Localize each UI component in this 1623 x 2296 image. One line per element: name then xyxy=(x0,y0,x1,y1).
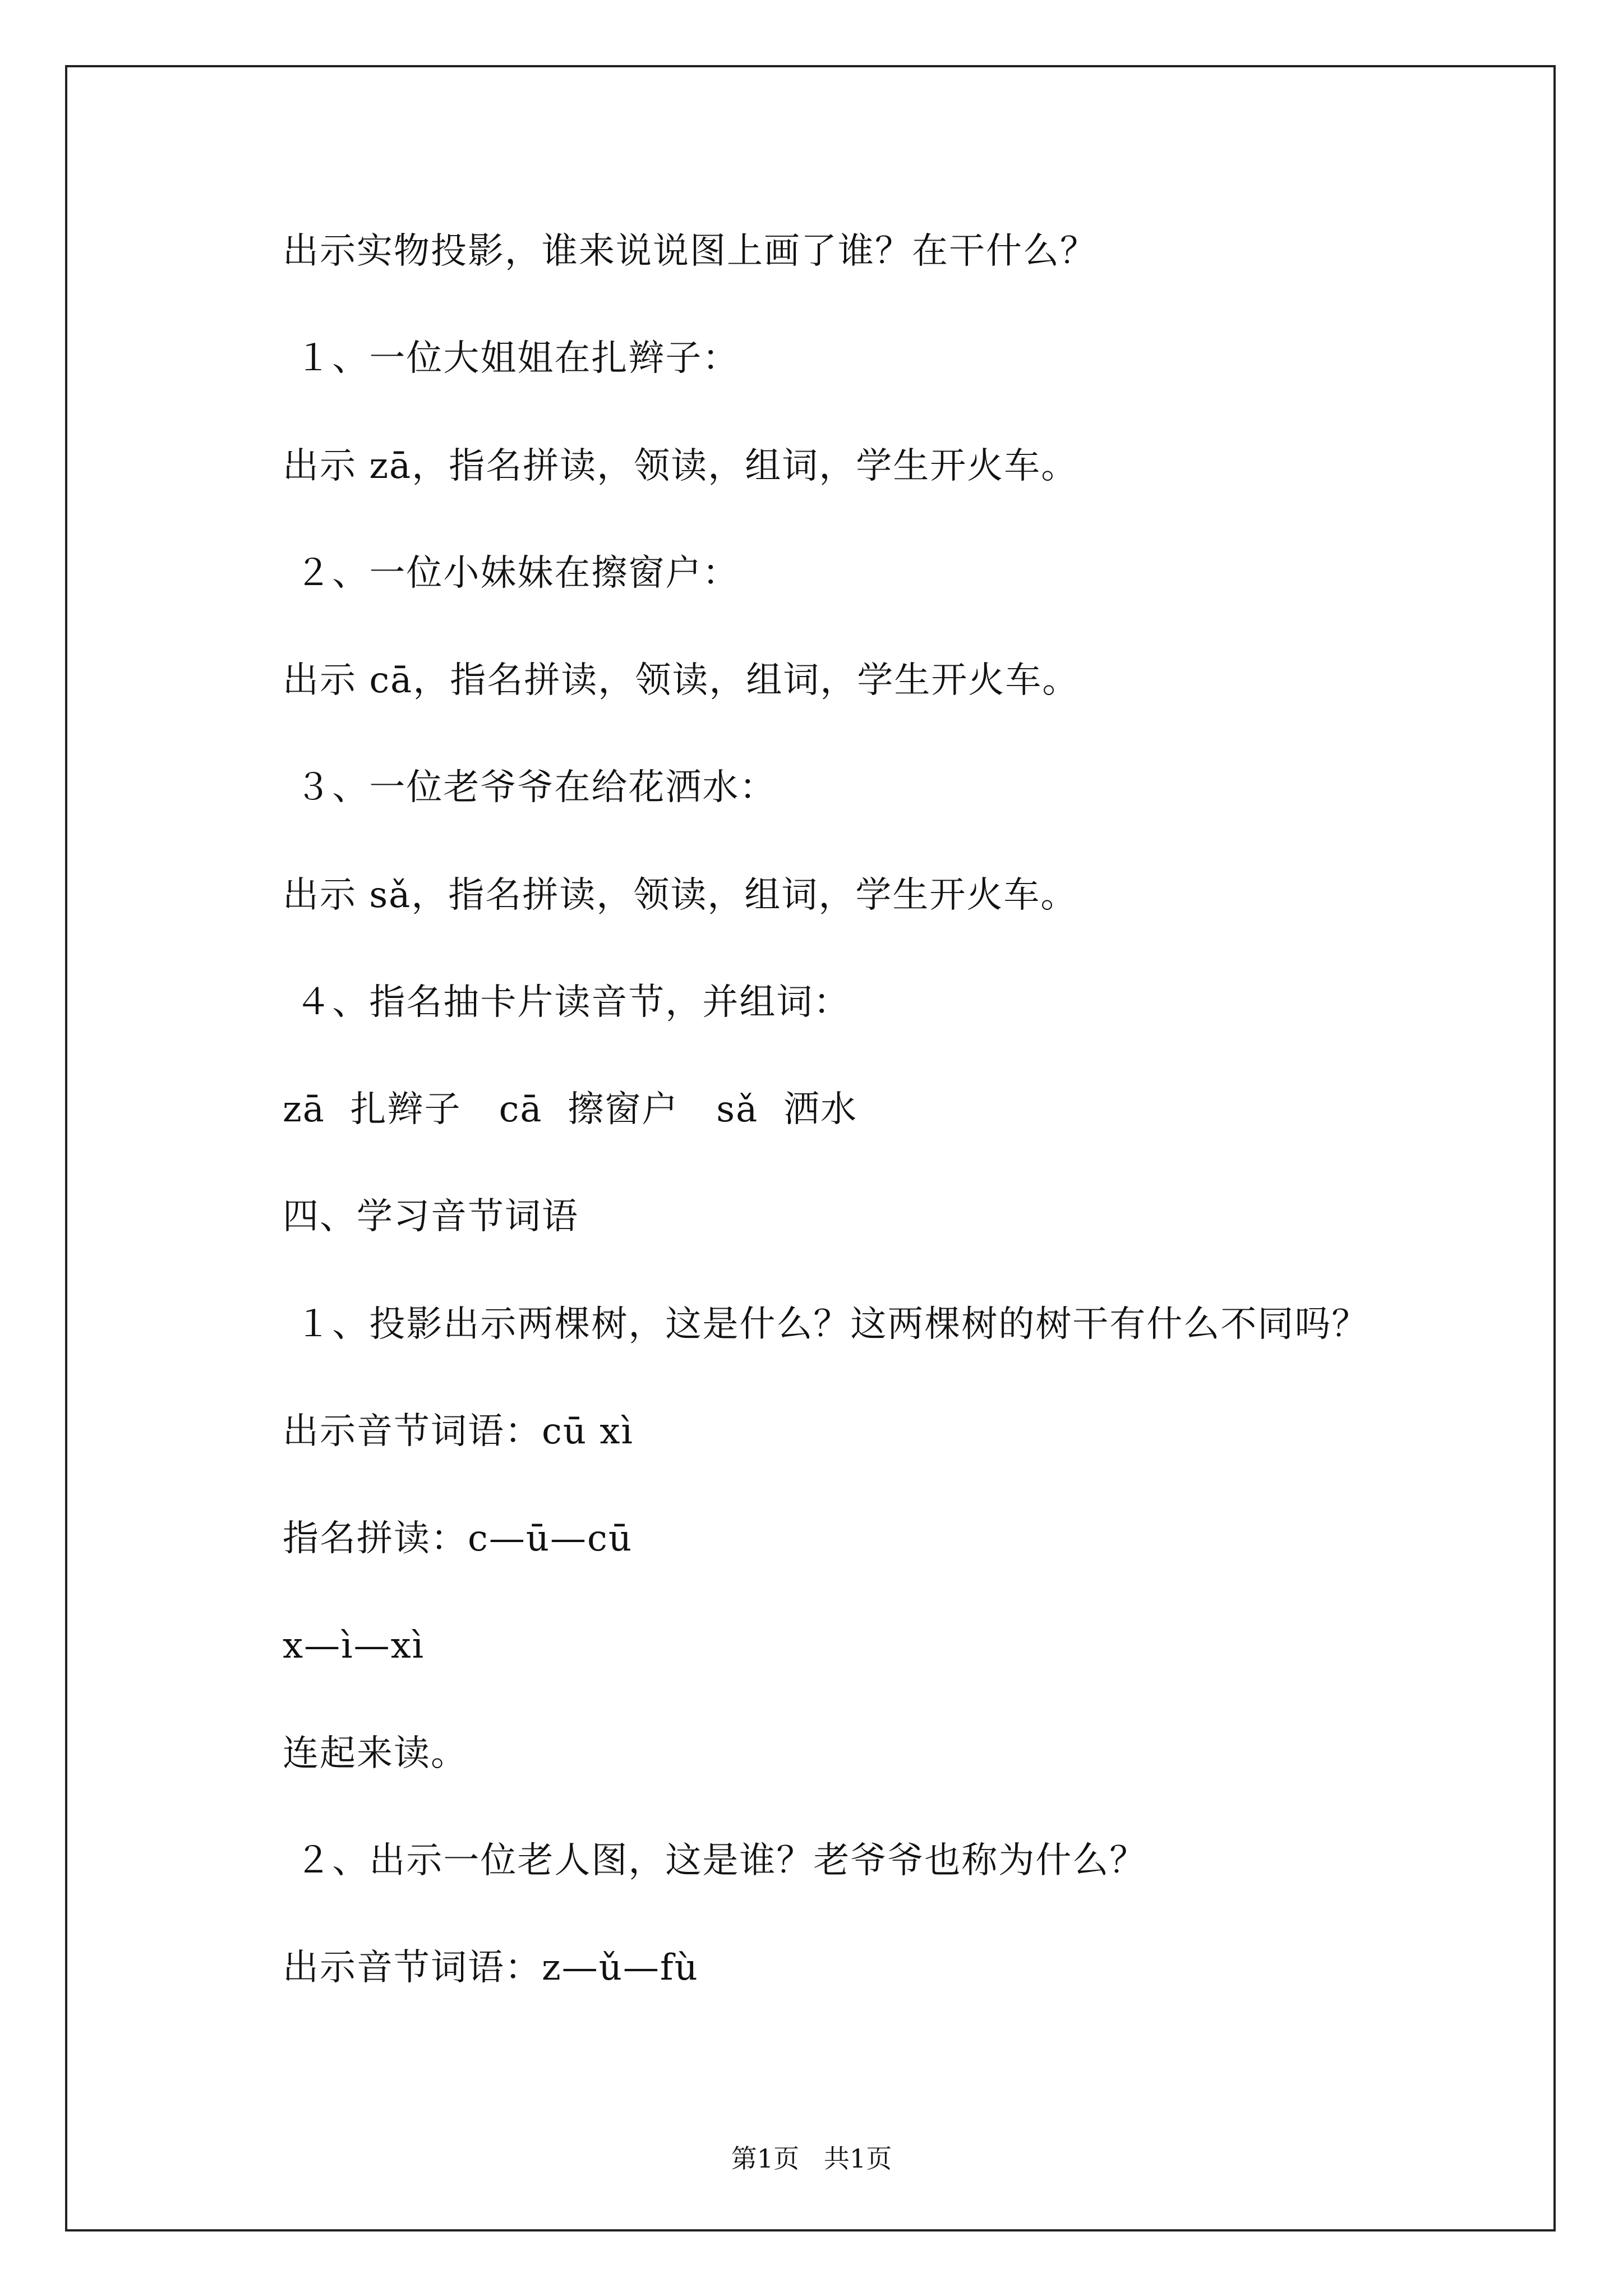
text-line: ４、指名抽卡片读音节，并组词： xyxy=(283,982,851,1023)
text-line: 出示 cā，指名拼读，领读，组词，学生开火车。 xyxy=(283,660,1080,701)
text-line: 出示音节词语：cū xì xyxy=(283,1411,634,1452)
page-number: 第1页 共1页 xyxy=(731,2143,892,2174)
text-line: ２、一位小妹妹在擦窗户： xyxy=(283,553,740,594)
section-heading: 四、学习音节词语 xyxy=(283,1196,579,1237)
text-line: ３、一位老爷爷在给花洒水： xyxy=(283,767,777,808)
text-line: １、一位大姐姐在扎辫子： xyxy=(283,338,740,379)
text-line: zā 扎辫子 cā 擦窗户 sǎ 洒水 xyxy=(283,1089,857,1130)
text-line: １、投影出示两棵树，这是什么？这两棵树的树干有什么不同吗？ xyxy=(283,1304,1369,1345)
text-line: 出示 zā，指名拼读，领读，组词，学生开火车。 xyxy=(283,445,1078,487)
text-line: 出示实物投影，谁来说说图上画了谁？在干什么？ xyxy=(283,231,1097,272)
text-line: 指名拼读：c—ū—cū xyxy=(283,1518,633,1559)
text-line: 出示音节词语：z—ǔ—fù xyxy=(283,1947,699,1989)
text-line: x—ì—xì xyxy=(283,1625,425,1667)
text-line: ２、出示一位老人图，这是谁？老爷爷也称为什么？ xyxy=(283,1840,1147,1881)
text-line: 出示 sǎ，指名拼读，领读，组词，学生开火车。 xyxy=(283,875,1078,916)
page-border xyxy=(65,65,1556,2231)
text-line: 连起来读。 xyxy=(283,1733,468,1774)
